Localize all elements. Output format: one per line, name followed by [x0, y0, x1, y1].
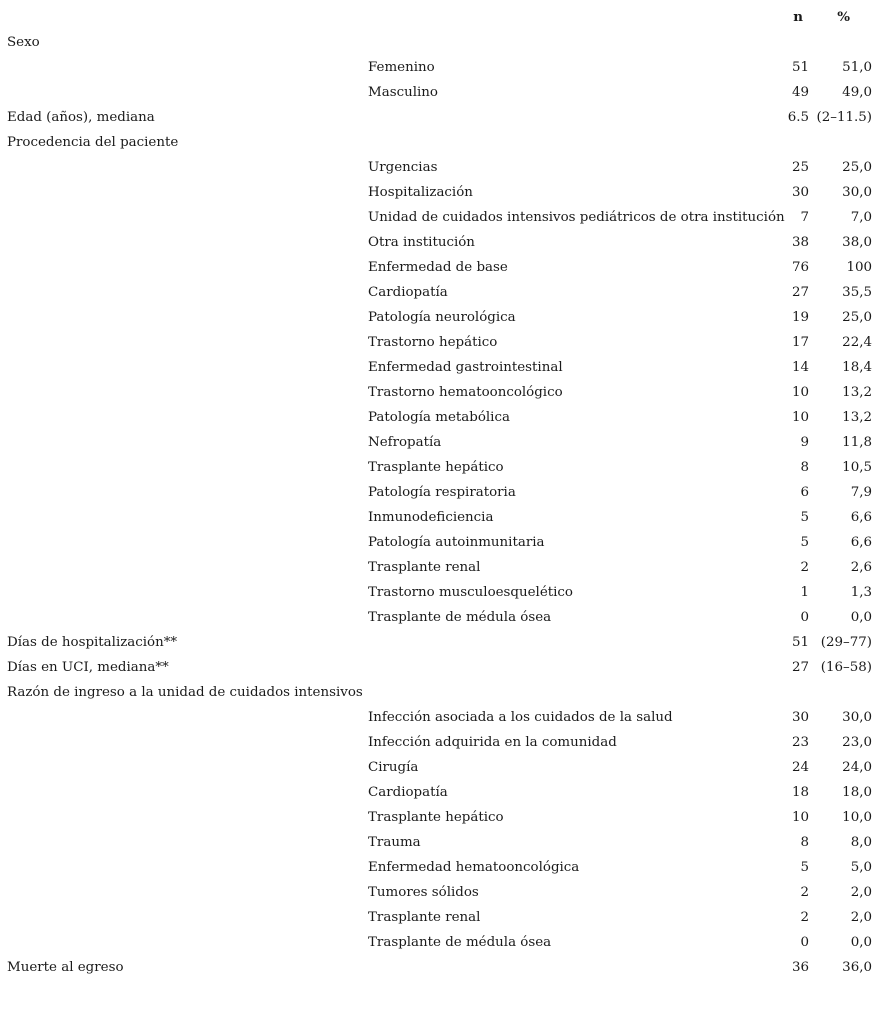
row-sublabel: Trastorno hematooncológico	[368, 385, 563, 400]
row-sublabel: Cardiopatía	[368, 285, 448, 300]
row-sublabel: Patología neurológica	[368, 310, 516, 325]
row-sublabel: Trauma	[368, 835, 421, 850]
table-row	[0, 905, 881, 930]
row-percent-value: 30,0	[842, 710, 872, 725]
row-n-value: 51	[791, 635, 809, 650]
row-sublabel: Tumores sólidos	[368, 885, 479, 900]
column-header-n: n	[793, 9, 803, 25]
row-n-value: 14	[791, 360, 809, 375]
row-sublabel: Trasplante hepático	[368, 460, 504, 475]
row-percent-value: 23,0	[842, 735, 872, 750]
row-percent-value: 2,6	[850, 560, 872, 575]
table-row	[0, 555, 881, 580]
table-row	[0, 30, 881, 55]
row-sublabel: Enfermedad gastrointestinal	[368, 360, 563, 375]
row-n-value: 1	[800, 585, 809, 600]
row-sublabel: Trastorno musculoesquelético	[368, 585, 573, 600]
row-percent-value: 36,0	[842, 960, 872, 975]
row-n-value: 38	[791, 235, 809, 250]
row-n-value: 23	[791, 735, 809, 750]
table-row	[0, 830, 881, 855]
row-percent-value: 5,0	[850, 860, 872, 875]
column-header-percent: %	[837, 9, 850, 25]
row-sublabel: Infección asociada a los cuidados de la salud	[368, 710, 673, 725]
row-percent-value: 18,4	[842, 360, 872, 375]
table-row	[0, 630, 881, 655]
row-label: Sexo	[7, 35, 40, 50]
row-sublabel: Nefropatía	[368, 435, 442, 450]
table-row	[0, 405, 881, 430]
row-n-value: 49	[791, 85, 809, 100]
row-sublabel: Cirugía	[368, 760, 419, 775]
table-header	[0, 9, 881, 27]
row-sublabel: Trasplante de médula ósea	[368, 935, 552, 950]
row-percent-value: (2–11.5)	[816, 110, 872, 125]
row-n-value: 17	[791, 335, 809, 350]
row-sublabel: Urgencias	[368, 160, 438, 175]
row-sublabel: Patología respiratoria	[368, 485, 516, 500]
table-row	[0, 605, 881, 630]
table-row	[0, 155, 881, 180]
row-percent-value: 0,0	[850, 935, 872, 950]
table-row	[0, 930, 881, 955]
row-label: Días en UCI, mediana**	[7, 660, 169, 675]
row-sublabel: Enfermedad hematooncológica	[368, 860, 580, 875]
row-sublabel: Trastorno hepático	[368, 335, 498, 350]
table-row	[0, 855, 881, 880]
row-sublabel: Trasplante de médula ósea	[368, 610, 552, 625]
row-percent-value: 38,0	[842, 235, 872, 250]
row-percent-value: 30,0	[842, 185, 872, 200]
table-row	[0, 280, 881, 305]
row-percent-value: 25,0	[842, 310, 872, 325]
row-sublabel: Masculino	[368, 85, 438, 100]
row-percent-value: 13,2	[842, 410, 872, 425]
row-n-value: 0	[800, 610, 809, 625]
row-n-value: 27	[791, 285, 809, 300]
table-row	[0, 455, 881, 480]
row-n-value: 36	[791, 960, 809, 975]
table-row	[0, 955, 881, 980]
table-row	[0, 705, 881, 730]
table-row	[0, 730, 881, 755]
row-sublabel: Enfermedad de base	[368, 260, 508, 275]
row-sublabel: Trasplante hepático	[368, 810, 504, 825]
row-n-value: 6.5	[787, 110, 809, 125]
table-row	[0, 255, 881, 280]
table-row	[0, 530, 881, 555]
table-row	[0, 205, 881, 230]
row-percent-value: 10,0	[842, 810, 872, 825]
row-n-value: 10	[791, 385, 809, 400]
row-percent-value: 22,4	[842, 335, 872, 350]
row-label: Muerte al egreso	[7, 960, 124, 975]
row-percent-value: 2,0	[850, 885, 872, 900]
row-n-value: 19	[791, 310, 809, 325]
row-n-value: 51	[791, 60, 809, 75]
table-row	[0, 305, 881, 330]
row-percent-value: 8,0	[850, 835, 872, 850]
table-row	[0, 330, 881, 355]
row-n-value: 24	[791, 760, 809, 775]
table-row	[0, 230, 881, 255]
table-row	[0, 355, 881, 380]
row-n-value: 30	[791, 185, 809, 200]
table-row	[0, 805, 881, 830]
table-row	[0, 80, 881, 105]
row-percent-value: 100	[846, 260, 872, 275]
row-sublabel: Trasplante renal	[368, 910, 481, 925]
row-percent-value: 35,5	[842, 285, 872, 300]
row-n-value: 25	[791, 160, 809, 175]
row-n-value: 2	[800, 560, 809, 575]
table-row	[0, 105, 881, 130]
row-sublabel: Unidad de cuidados intensivos pediátricos de otra institución	[368, 210, 785, 225]
row-label: Edad (años), mediana	[7, 110, 155, 125]
row-percent-value: 49,0	[842, 85, 872, 100]
row-n-value: 2	[800, 910, 809, 925]
row-n-value: 9	[800, 435, 809, 450]
table-row	[0, 755, 881, 780]
table-row	[0, 380, 881, 405]
table-row	[0, 505, 881, 530]
row-n-value: 8	[800, 460, 809, 475]
row-sublabel: Otra institución	[368, 235, 475, 250]
table-row	[0, 780, 881, 805]
row-n-value: 10	[791, 810, 809, 825]
row-n-value: 10	[791, 410, 809, 425]
row-percent-value: 7,9	[850, 485, 872, 500]
table-row	[0, 130, 881, 155]
row-percent-value: 0,0	[850, 610, 872, 625]
row-sublabel: Inmunodeficiencia	[368, 510, 494, 525]
row-percent-value: 1,3	[850, 585, 872, 600]
row-n-value: 27	[791, 660, 809, 675]
row-n-value: 0	[800, 935, 809, 950]
row-n-value: 2	[800, 885, 809, 900]
table-row	[0, 655, 881, 680]
row-n-value: 8	[800, 835, 809, 850]
row-percent-value: 24,0	[842, 760, 872, 775]
row-n-value: 30	[791, 710, 809, 725]
row-percent-value: 51,0	[842, 60, 872, 75]
row-percent-value: 6,6	[850, 535, 872, 550]
row-percent-value: (16–58)	[820, 660, 872, 675]
row-sublabel: Femenino	[368, 60, 435, 75]
table-row	[0, 180, 881, 205]
table-row	[0, 480, 881, 505]
row-percent-value: 7,0	[850, 210, 872, 225]
table-row	[0, 580, 881, 605]
row-sublabel: Patología metabólica	[368, 410, 510, 425]
row-percent-value: 6,6	[850, 510, 872, 525]
row-sublabel: Infección adquirida en la comunidad	[368, 735, 617, 750]
row-percent-value: 10,5	[842, 460, 872, 475]
row-n-value: 76	[791, 260, 809, 275]
row-n-value: 5	[800, 510, 809, 525]
data-table	[0, 30, 881, 980]
row-sublabel: Trasplante renal	[368, 560, 481, 575]
row-label: Días de hospitalización**	[7, 635, 178, 650]
row-percent-value: 2,0	[850, 910, 872, 925]
row-n-value: 6	[800, 485, 809, 500]
row-n-value: 18	[791, 785, 809, 800]
table-row	[0, 680, 881, 705]
row-n-value: 5	[800, 860, 809, 875]
row-sublabel: Hospitalización	[368, 185, 473, 200]
row-n-value: 5	[800, 535, 809, 550]
row-sublabel: Patología autoinmunitaria	[368, 535, 545, 550]
row-percent-value: 18,0	[842, 785, 872, 800]
table-row	[0, 880, 881, 905]
table-row	[0, 430, 881, 455]
table-row	[0, 55, 881, 80]
row-percent-value: (29–77)	[820, 635, 872, 650]
row-percent-value: 25,0	[842, 160, 872, 175]
row-percent-value: 11,8	[842, 435, 872, 450]
row-n-value: 7	[800, 210, 809, 225]
row-sublabel: Cardiopatía	[368, 785, 448, 800]
row-label: Procedencia del paciente	[7, 135, 179, 150]
row-percent-value: 13,2	[842, 385, 872, 400]
row-label: Razón de ingreso a la unidad de cuidados intensivos	[7, 685, 363, 700]
